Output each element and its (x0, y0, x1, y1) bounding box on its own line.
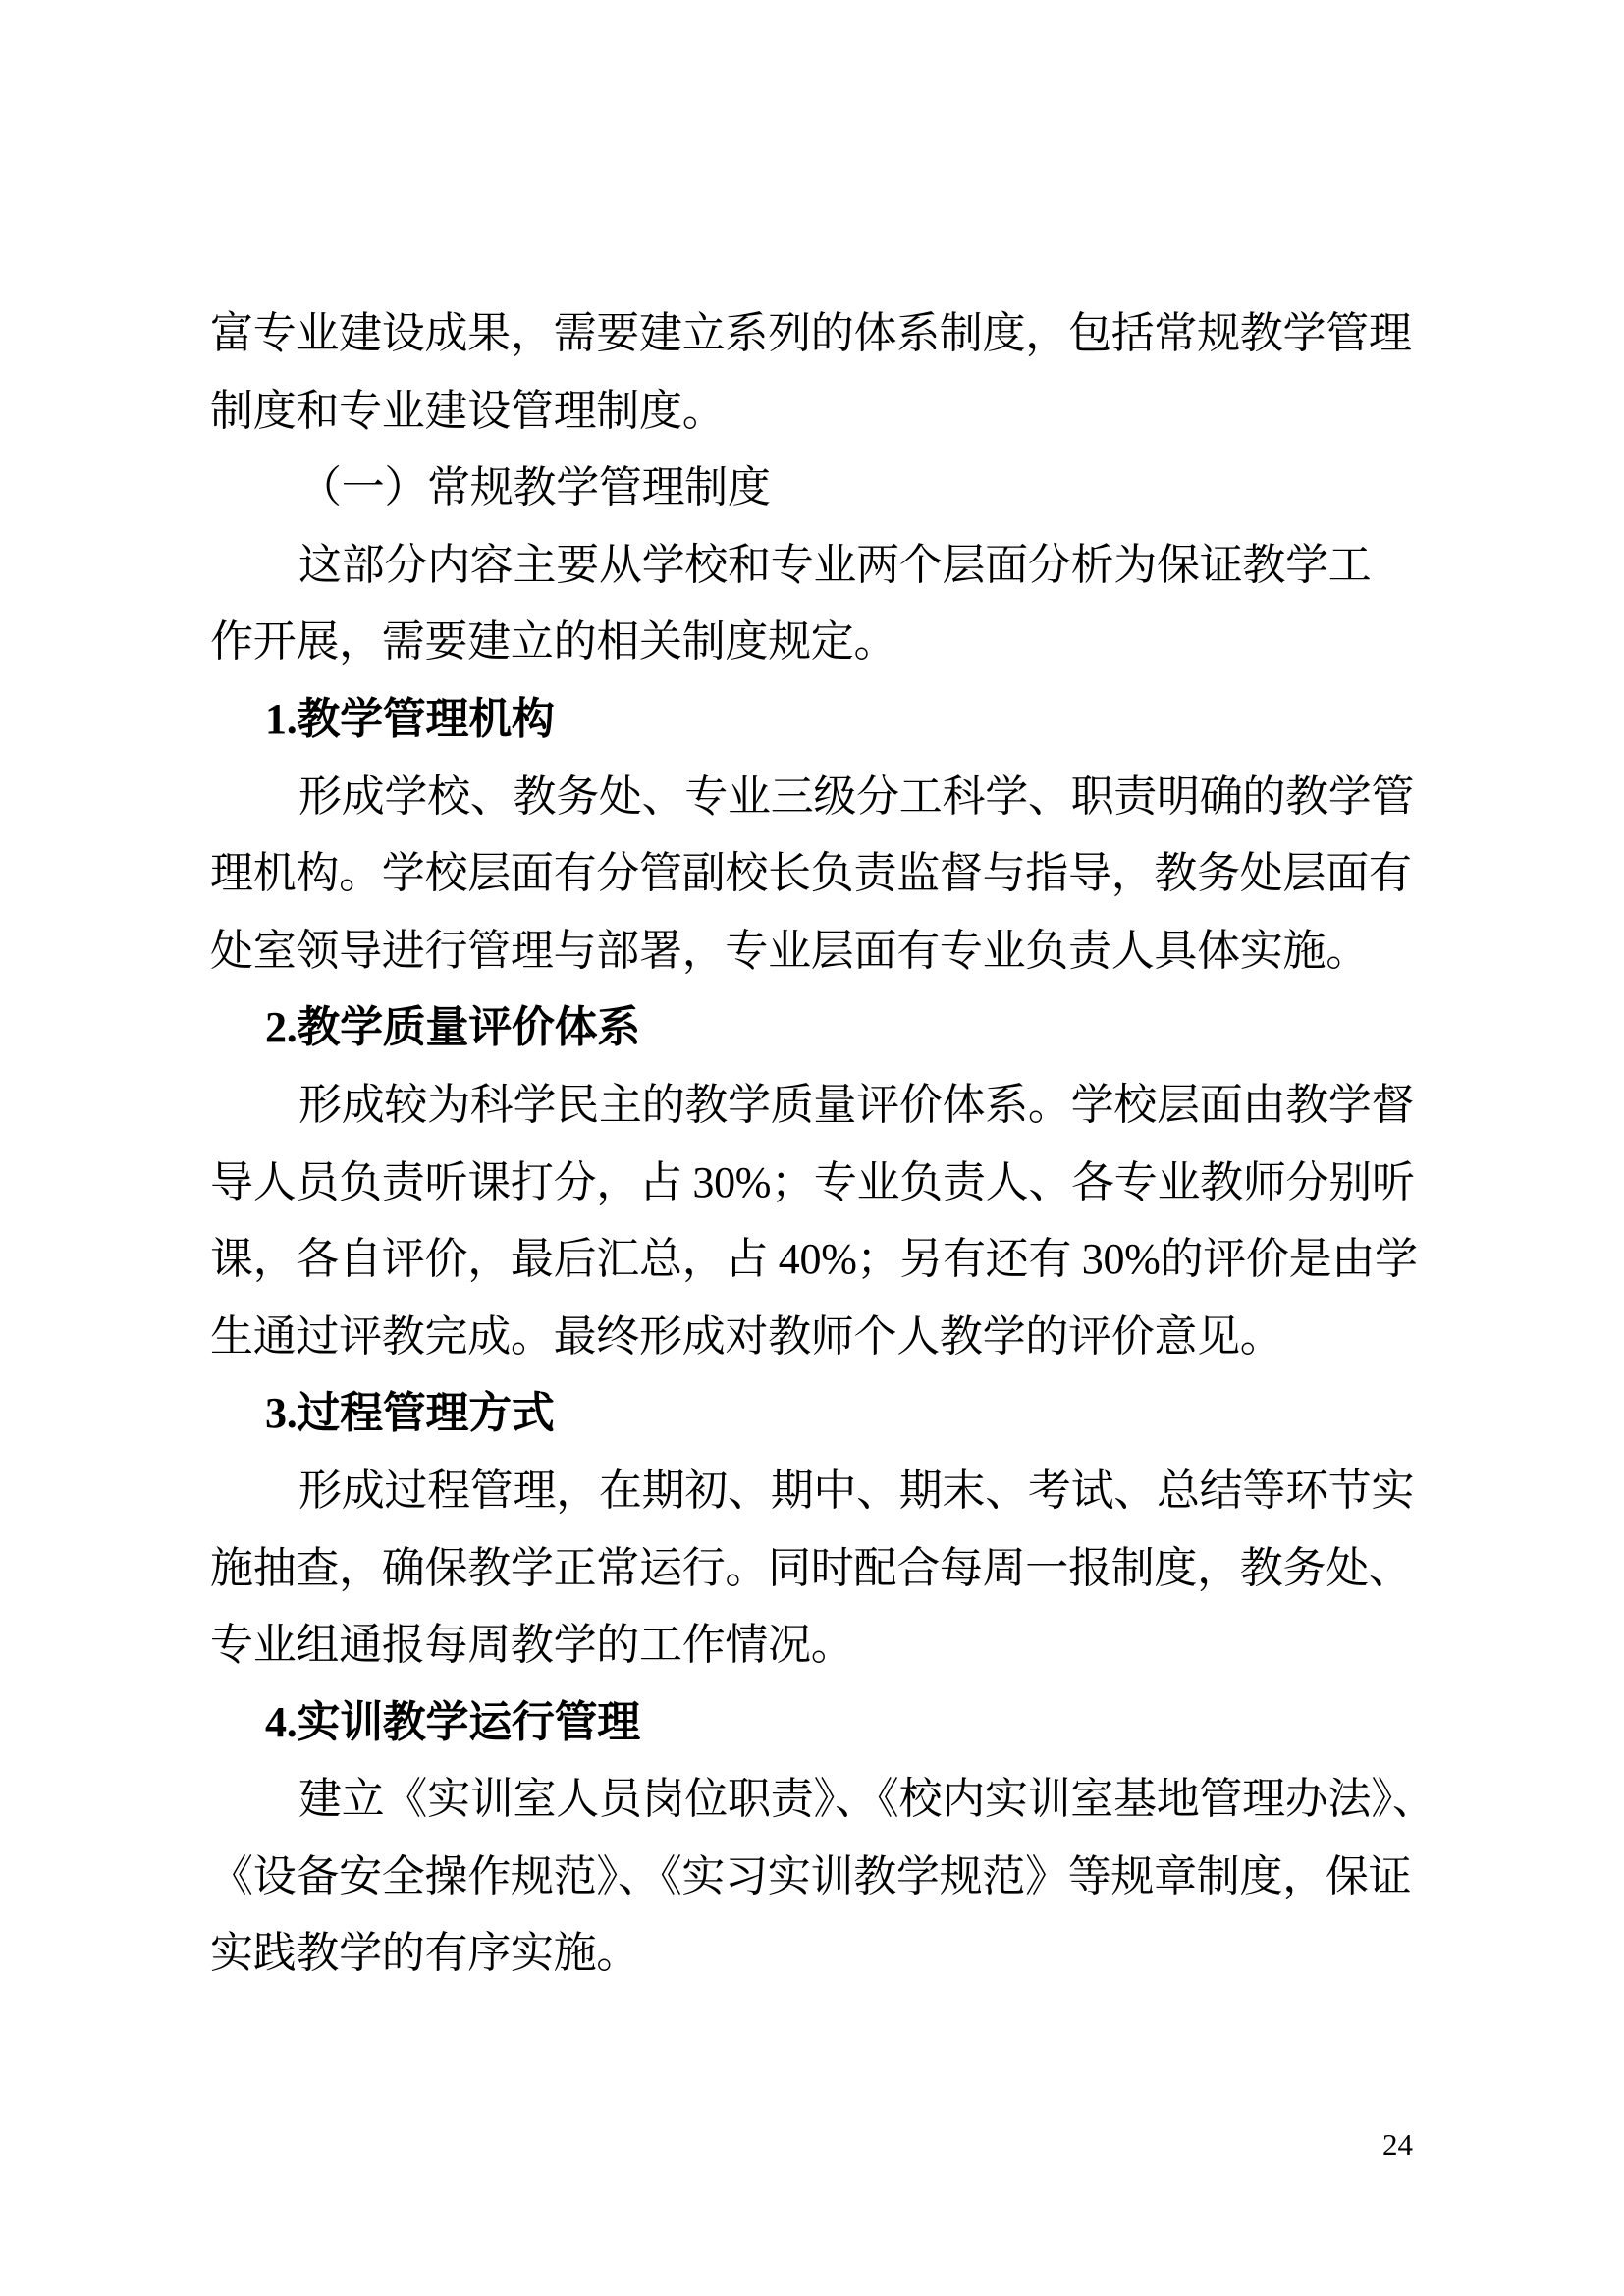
numbered-heading-4: 4.实训教学运行管理 (265, 1697, 640, 1746)
body-line: 制度和专业建设管理制度。 (210, 386, 726, 435)
body-line: 施抽查，确保教学正常运行。同时配合每周一报制度，教务处、 (210, 1543, 1412, 1592)
body-line: 理机构。学校层面有分管副校长负责监督与指导，教务处层面有 (210, 849, 1412, 898)
numbered-heading-3: 3.过程管理方式 (265, 1389, 555, 1438)
body-line: 《设备安全操作规范》、《实习实训教学规范》等规章制度，保证 (210, 1851, 1412, 1900)
text-block (210, 295, 1435, 1993)
body-line: 这部分内容主要从学校和专业两个层面分析为保证教学工 (298, 540, 1372, 589)
body-line: 处室领导进行管理与部署，专业层面有专业负责人具体实施。 (210, 926, 1369, 975)
body-line: 建立《实训室人员岗位职责》、《校内实训室基地管理办法》、 (298, 1775, 1435, 1824)
body-line: 形成过程管理，在期初、期中、期末、考试、总结等环节实 (298, 1466, 1415, 1515)
body-line: 形成学校、教务处、专业三级分工科学、职责明确的教学管 (298, 772, 1415, 821)
section-heading: （一）常规教学管理制度 (298, 463, 771, 512)
numbered-heading-1: 1.教学管理机构 (265, 694, 555, 743)
numbered-heading-2: 2.教学质量评价体系 (265, 1003, 640, 1052)
body-line: 导人员负责听课打分，占 30%；专业负责人、各专业教师分别听 (210, 1157, 1415, 1206)
page-number: 24 (1382, 2127, 1413, 2162)
body-line: 专业组通报每周教学的工作情况。 (210, 1621, 854, 1670)
body-line: 富专业建设成果，需要建立系列的体系制度，包括常规教学管理 (210, 309, 1412, 357)
body-line: 生通过评教完成。最终形成对教师个人教学的评价意见。 (210, 1311, 1283, 1361)
body-line: 形成较为科学民主的教学质量评价体系。学校层面由教学督 (298, 1080, 1415, 1129)
body-line: 作开展，需要建立的相关制度规定。 (210, 617, 897, 667)
body-line: 实践教学的有序实施。 (210, 1929, 639, 1978)
body-line: 课，各自评价，最后汇总，占 40%；另有还有 30%的评价是由学 (210, 1235, 1418, 1284)
